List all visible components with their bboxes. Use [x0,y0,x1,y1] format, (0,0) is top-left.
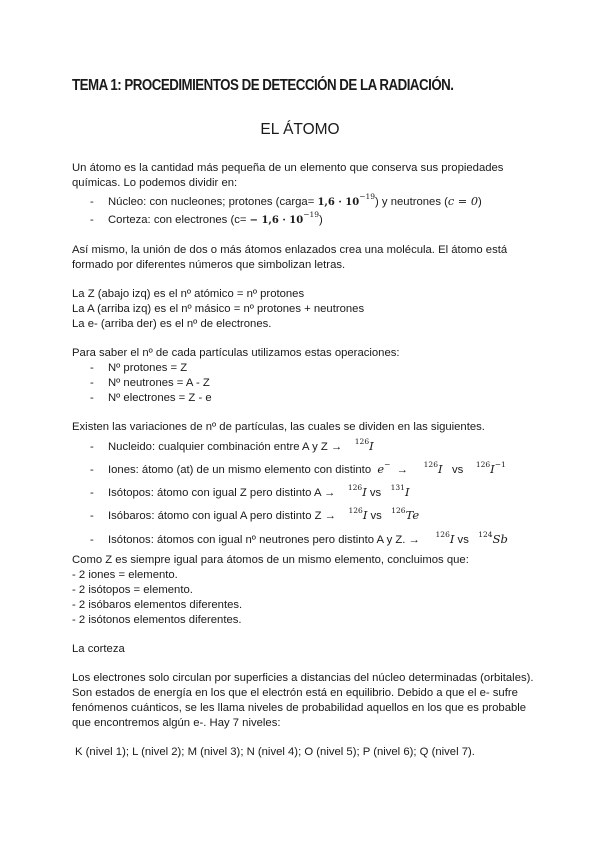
molecule-line-2: formado por diferentes números que simbolizan letras. [72,259,346,271]
molecule-line-1: Así mismo, la unión de dos o más átomos enlazados crea una molécula. El átomo está [72,244,508,256]
corteza-title: La corteza [72,643,125,655]
conclusion-item: - 2 isótopos = elemento. [72,584,193,596]
bullet-corteza: - Corteza: con electrones $(c= - 1,6 \cdot 10^{-19})$ [90,210,323,226]
z-definition: La Z (abajo izq) es el nº atómico = nº protones [72,288,305,300]
levels-list: K (nivel 1); L (nivel 2); M (nivel 3); N (nivel 4); O (nivel 5); P (nivel 6); Q (nivel 7). [75,746,475,758]
variation-isotopos: - Isótopos: átomo con igual Z pero distinto A → $^{126}$I vs $^{131}$I [90,483,410,499]
operations-intro: Para saber el nº de cada partículas utilizamos estas operaciones: [72,347,400,359]
corteza-line-1: Los electrones solo circulan por superficies a distancias del núcleo determinadas (orbitales). [72,672,534,684]
variation-isobaros: - Isóbaros: átomo con igual A pero distinto Z → $^{126}$I vs $^{126}$Te [90,506,420,522]
operation-item: - Nº protones = Z [90,362,188,374]
intro-line-1: Un átomo es la cantidad más pequeña de un elemento que conserva sus propiedades [72,162,504,174]
a-definition: La A (arriba izq) es el nº másico = nº protones + neutrones [72,303,365,315]
section-heading: EL ÁTOMO [260,121,340,138]
document-title: TEMA 1: PROCEDIMIENTOS DE DETECCIÓN DE LA RADIACIÓN. [72,77,454,94]
corteza-line-4: que encontremos algún e-. Hay 7 niveles: [72,717,281,729]
intro-line-2: químicas. Lo podemos dividir en: [72,177,238,189]
conclusion-item: - 2 iones = elemento. [72,569,178,581]
e-definition: La e- (arriba der) es el nº de electrones. [72,318,272,330]
variations-intro: Existen las variaciones de nº de partículas, las cuales se dividen en las siguientes. [72,421,485,433]
bullet-nucleo: - Núcleo: con nucleones; protones (carga= $1,6 \cdot 10^{-19}$) y neutrones (c = 0) [90,192,482,208]
conclusion-intro: Como Z es siempre igual para átomos de un mismo elemento, concluimos que: [72,554,469,566]
conclusion-item: - 2 isótonos elementos diferentes. [72,614,242,626]
corteza-line-2: Son estados de energía en los que el electrón está en equilibrio. Debido a que el e- sufre [72,687,518,699]
operation-item: - Nº electrones = Z - e [90,392,212,404]
variation-iones: - Iones: átomo (at) de un mismo elemento con distinto e− → $^{126}$I vs $^{126}I^{-1}$ [90,460,506,476]
conclusion-item: - 2 isóbaros elementos diferentes. [72,599,243,611]
variation-nucleido: - Nucleido: cualquier combinación entre A y Z → $^{126}$I [90,437,374,453]
variation-isotonos: - Isótonos: átomos con igual nº neutrones pero distinto A y Z. → $^{126}$I vs $^{124}$Sb [90,530,508,546]
corteza-line-3: fenómenos cuánticos, se les llama niveles de probabilidad aquellos en los que es probable [72,702,527,714]
operation-item: - Nº neutrones = A - Z [90,377,210,389]
